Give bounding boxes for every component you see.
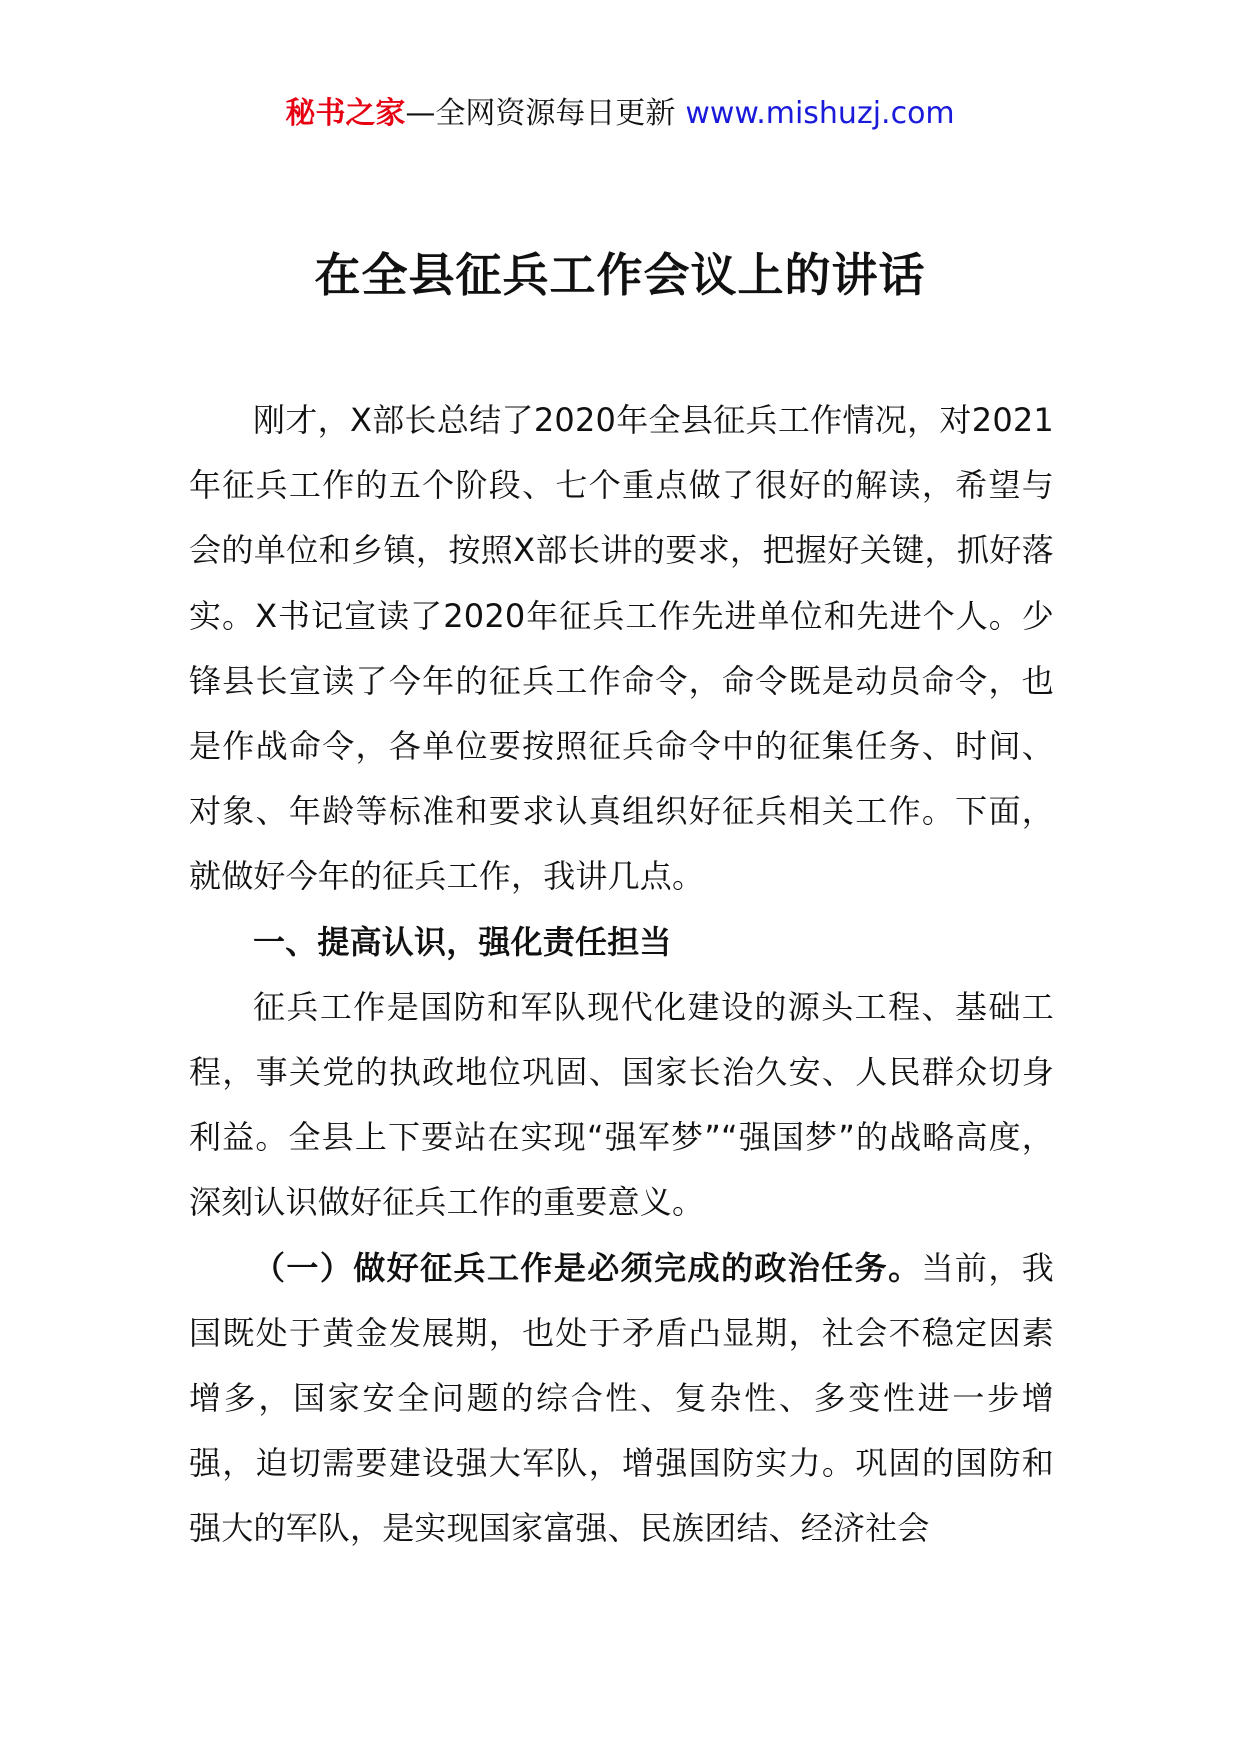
subsection-lead-1: （一）做好征兵工作是必须完成的政治任务。 <box>253 1248 922 1287</box>
paragraph-subsection-1 <box>189 1236 1054 1562</box>
section-heading-1: 一、提高认识，强化责任担当 <box>253 922 672 961</box>
site-header <box>0 94 1240 134</box>
document-title: 在全县征兵工作会议上的讲话 <box>314 248 926 302</box>
subsection-text-1: 当前，我国既处于黄金发展期，也处于矛盾凸显期，社会不稳定因素增多，国家安全问题的综合性、复杂性、多变性进一步增强，迫切需要建设强大军队，增强国防实力。巩固的国防和强大的军队，是实现国家富强、民族团结、经济社会 <box>189 1248 1054 1548</box>
paragraph-section-1: 征兵工作是国防和军队现代化建设的源头工程、基础工程，事关党的执政地位巩固、国家长治久安、人民群众切身利益。全县上下要站在实现“强军梦”“强国梦”的战略高度，深刻认识做好征兵工作的重要意义。 <box>189 987 1054 1222</box>
site-url-link[interactable]: www.mishuzj.com <box>685 96 955 131</box>
header-tagline: —全网资源每日更新 <box>405 96 676 131</box>
document-body <box>189 388 1054 1562</box>
paragraph-intro: 刚才，X部长总结了2020年全县征兵工作情况，对2021年征兵工作的五个阶段、七个重点做了很好的解读，希望与会的单位和乡镇，按照X部长讲的要求，把握好关键，抓好落实。X书记宣读了2020年征兵工作先进单位和先进个人。少锋县长宣读了今年的征兵工作命令，命令既是动员命令，也是作战命令，各单位要按照征兵命令中的征集任务、时间、对象、年龄等标准和要求认真组织好征兵相关工作。下面，就做好今年的征兵工作，我讲几点。 <box>189 401 1054 896</box>
brand-name: 秘书之家 <box>285 96 406 131</box>
